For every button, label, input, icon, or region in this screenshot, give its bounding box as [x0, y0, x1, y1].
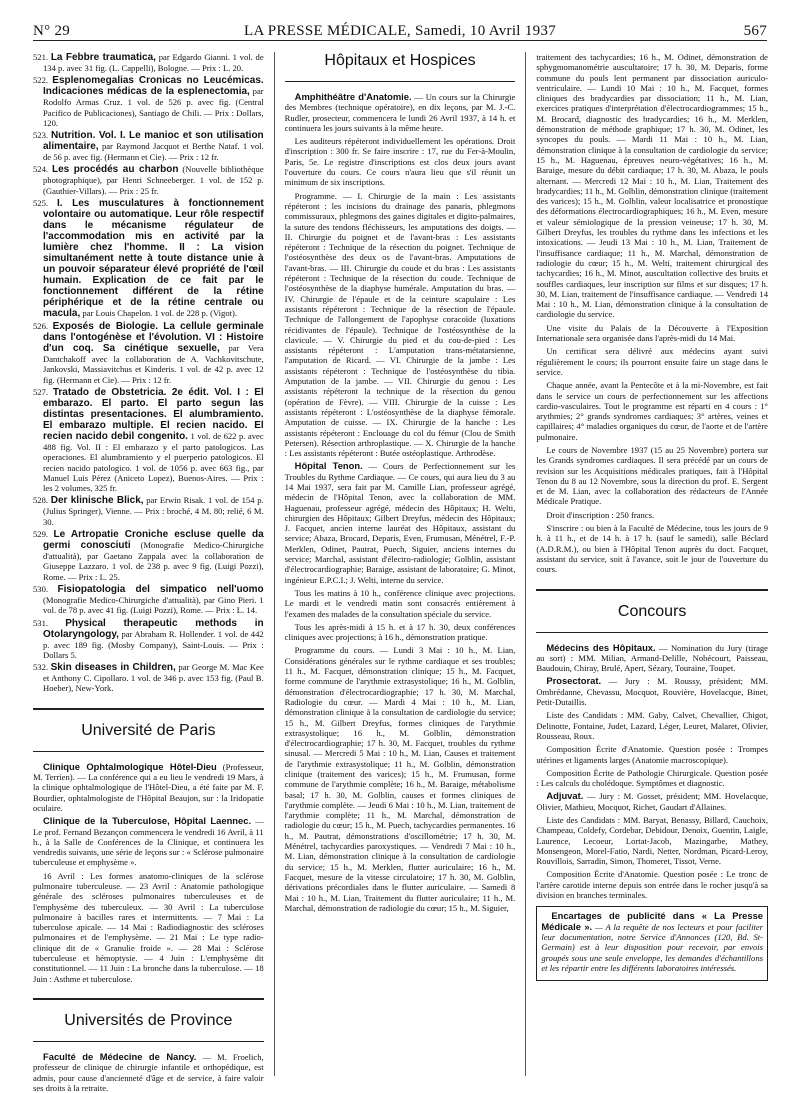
book-reference: 529. Le Artropatie Croniche escluse quelle da germi conosciuti (Monografie Medico-Chirurgiche d'attualità), par Gaetano Zappala avec la collaboration de Giuseppe Lazzaro. 1 vol. de 238 p. avec 9 fig. (Luigi Pozzi), Rome. — Prix : L. 25. [33, 529, 264, 582]
issue-number: N° 29 [33, 23, 71, 39]
paragraph: Faculté de Médecine de Nancy. — M. Froelich, professeur de clinique de chirurgie infantile et orthopédique, est admis, pour cause d'ancienneté d'âge et de service, à faire valoir ses droits à la retraite. [33, 1050, 264, 1093]
paragraph: Clinique Ophtalmologique Hôtel-Dieu (Professeur, M. Terrien). — La conférence qui a eu lieu le vendredi 19 Mars, à la clinique ophtalmologique de l'Hôtel-Dieu, a été faite par M. F. Bourdier, ophtalmologiste de l'Hôpital Beaujon, sur : la Iridopatie oculaire. [33, 760, 264, 813]
paragraph: Tous les matins à 10 h., conférence clinique avec projections. Le mardi et le vendredi matin sont consacrés entièrement à l'examen des malades de la consultation spéciale du service. [284, 587, 516, 619]
book-reference: 527. Tratado de Obstetricia. 2e édit. Vol. I : El embarazo. El parto. El parto segun las distintas presentaciones. El alumbramiento. El embarazo multiple. El recien nacido. El recien nacido debil congenito. 1 vol. de 622 p. avec 488 fig. Vol. II : El embarazo y el parto patologicos. Las operaciones. El alumbramiento y el puerperio patologicos. El recien nacido patologico. 1 vol. de 1056 p. avec 663 fig., par Manuel Luis Pérez (Aniceto Lopez), Buenos-Aires. — Prix : les 2 volumes, 325 fr. [33, 386, 264, 494]
section-header-hopitaux [285, 52, 516, 82]
paragraph: Une visite du Palais de la Découverte à l'Exposition Internationale sera organisée dans l'après-midi du 14 Mai. [536, 322, 768, 344]
section-title: Université de Paris [81, 721, 216, 739]
book-reference: 525. I. Les musculatures à fonctionnement volontaire ou automatique. Leur rôle respectif dans le mécanisme régulateur de l'accommodation mis en activité par la lumière chez l'homme. II : La vision simultanément nette à toute distance unie à un pouvoir séparateur élevé propriété de l'œil humain. Explication de ce fait par le fonctionnement différent de la rétine périphérique et de la rétine centrale ou macula, par Louis Chapelon. 1 vol. de 228 p. (Vigot). [33, 198, 264, 320]
paragraph: Un certificat sera délivré aux médecins ayant suivi régulièrement le cours; ils pourront ensuite faire un stage dans le service. [536, 346, 768, 377]
book-reference: 530. Fisiopatologia del simpatico nell'uomo (Monografie Medico-Chirurgiche d'attualità), par Gino Pieri. 1 vol. de 78 p. avec 41 fig. (Luigi Pozzi), Rome. — Prix : L. 14. [33, 583, 264, 616]
section-header-paris [33, 708, 264, 752]
paragraph: Le cours de Novembre 1937 (15 au 25 Novembre) portera sur les Grands syndromes cardiaques. Il sera précédé par un cours de revision sur les Acquisitions médicales pratiques, fait à l'Hôpital Tenon du 8 au 12 Novembre, sous la direction du prof. E. Sergent et de M. Lian, avec la collaboration des rédacteurs de l'Année Médicale Pratique. [536, 444, 768, 507]
paragraph: Composition Écrite de Pathologie Chirurgicale. Question posée : Les calculs du cholédoque. Symptômes et diagnostic. [536, 767, 768, 789]
book-reference: 528. Der klinische Blick, par Erwin Risak. 1 vol. de 154 p. (Julius Springer), Vienne. — Prix : broché, 4 M. 80; relié, 6 M. 30. [33, 495, 264, 527]
paragraph: traitement des tachycardies; 16 h., M. Odinet, démonstration de sphygmomanométrie auscultatoire; 17 h. 30, M. Deparis, forme commune du pouls lent permanent par dissociation auriculo-ventriculaire. — Lundi 10 Mai : 10 h., M. Facquet, formes cliniques des bradycardies par dissociation; 11 h., M. Lian, exercices pratiques d'interprétation d'électrocardiogrammes; 15 h., M. Brocard, diagnostic des bradycardies; 16 h., M. Merklen, démonstration de méthode graphique; 17 h. 30, M. Odinet, les syncopes du pouls. — Mardi 11 Mai : 10 h., M. Lian, démonstration clinique à la consultation de cardiologie du service; 15 h., M. Haguenau, épreuves neuro-végétatives; 16 h., M. Baraige, mesure du débit cardiaque; 17 h. 30, M. Abaza, le pouls alternant. — Mercredi 12 Mai : 10 h., M. Lian, Traitement des bradycardies; 11 h., M. Golblin, démonstration clinique (traitement des varices); 15 h., M. Golblin, valeur localisatrice et pronostique des déformations électrocardiographiques; 16 h., M. Even, mesure et valeur sémiologique de la pression veineuse; 17 h. 30, M. Gilbert Dreyfus, les troubles du rythme dans les infections et les intoxications. — Jeudi 13 Mai : 10 h., M. Lian, Traitement de l'insuffisance cardiaque; 11 h., M. Marchal, démonstration de radiologie du cœur; 15 h., M. Welti, traitement chirurgical des tachycardies; 16 h., M. Minot, auscultation collective des bruits et souffles cardiaques, leur inscription sur films et sur disques; 17 h. 30, M. Lian, traitement de l'insuffisance cardiaque. — Vendredi 14 Mai : 10 h., M. Lian, démonstration clinique à la consultation de cardiologie du service. [536, 52, 768, 320]
book-reference: 532. Skin diseases in Children, par George M. Mac Kee et Anthony C. Cipollaro. 1 vol. de 346 p. avec 153 fig. (Paul B. Hoeber), New-York. [33, 662, 264, 694]
paragraph: Chaque année, avant la Pentecôte et à la mi-Novembre, est fait dans le service un cours de perfectionnement sur les affections cardio-vasculaires. Tout le programme est réparti en 4 cours : 1° arythmies; 2° grands syndromes cardiaques; 3° artères, veines et capillaires; 4° maladies organiques du cœur, de l'aorte et de l'artère pulmonaire. [536, 380, 768, 442]
paragraph: S'inscrire : ou bien à la Faculté de Médecine, tous les jours de 9 h. à 11 h., et de 14 h. à 17 h. (sauf le samedi), salle Béclard (A.D.R.M.), ou bien à l'Hôpital Tenon auprès du doct. Facquet, assistant du service, soit à l'avance, soit le jour de l'ouverture du cours. [536, 523, 768, 575]
column-right [526, 52, 768, 1076]
paragraph: Liste des Candidats : MM. Gaby, Calvet, Chevallier, Chigot, Delinotte, Fontaine, Judet, Lazard, Léger, Leuret, Malaret, Olivier, Rousseau, Roux. [536, 710, 768, 741]
paragraph: Clinique de la Tuberculose, Hôpital Laennec. — Le prof. Fernand Bezançon commencera le vendredi 16 Avril, à 11 h., à la Salle de Conférences de la Clinique, et continuera les vendredis suivants, une série de leçons sur : « Sclérose pulmonaire tuberculeuse et emphysème ». [33, 815, 264, 868]
paragraph: Liste des Candidats : MM. Baryat, Benassy, Billard, Cauchoix, Champeau, Coldefy, Cordebar, Debidour, Denoix, Guentin, Laigle, Laurence, Lecoeur, Lortat-Jacob, Mazingarbe, Mathey, Monsengeon, Morel-Fatio, Nardi, Netter, Nordman, Picard-Leroy, Rouvillois, Sarradin, Simon, Thomeret, Tissot, Verne. [536, 815, 768, 867]
paragraph: Composition Écrite d'Anatomie. Question posée : Le tronc de l'artère carotide interne depuis son entrée dans le rocher jusqu'à sa division en branches terminales. [536, 869, 768, 901]
column-left [33, 52, 274, 1093]
paragraph: Adjuvat. — Jury : M. Gosset, président; MM. Hovelacque, Olivier, Mathieu, Mocquot, Richet, Gaudart d'Allaines. [536, 790, 768, 812]
book-reference: 531. Physical therapeutic methods in Otolaryngology, par Abraham R. Hollender. 1 vol. de 442 p. avec 189 fig. (Mosby Company), Saint-Louis. — Prix : Dollars 5. [33, 617, 264, 660]
paragraph: Médecins des Hôpitaux. — Nomination du Jury (tirage au sort) : MM. Milian, Armand-Delille, Nobécourt, Paisseau, Baudouin, Chiray, Brulé, Apert, Sézary, Touraine, Toupet. [536, 641, 768, 674]
book-reference: 523. Nutrition. Vol. I. Le manioc et son utilisation alimentaire, par Raymond Jacquot et Berthe Nataf. 1 vol. de 56 p. avec fig. (Hermann et Cie). — Prix : 12 fr. [33, 130, 264, 163]
column-middle [274, 52, 527, 1076]
section-header-province [33, 998, 264, 1042]
advertising-notice-box [536, 906, 768, 981]
section-title: Universités de Province [64, 1011, 233, 1029]
paragraph: Amphithéâtre d'Anatomie. — Un cours sur la Chirurgie des Membres (technique opératoire), en dix leçons, par M. J.-C. Rudler, prosecteur, commencera le lundi 26 Avril 1937, à 14 h. et continuera les jours suivants à la même heure. [284, 91, 516, 133]
book-reference: 524. Les procédés au charbon (Nouvelle bibliothèque photographique), par Henri Schneeberger. 1 vol. de 152 p. (Gauthier-Villars). — Prix : 25 fr. [33, 164, 264, 196]
paragraph: Programme. — I. Chirurgie de la main : Les assistants répéteront : les incisions du drainage des panaris, phlegmons commissuraux, phlegmons des gaines digitales et digito-palmaires, la suture des tendons fléchisseurs, les amputations des doigts. — II. Chirurgie du poignet et de l'avant-bras : Les assistants répéteront : Technique de la résection du poignet. Technique de l'ostéosynthèse des deux os de l'avant-bras. Amputations de l'avant-bras. — III. Chirurgie du coude et du bras : Les assistants répéteront : Technique de la résection du coude. Technique de l'ostéosynthèse de la diaphyse humérale. Amputation du bras. — IV. Chirurgie de l'épaule et de la ceinture scapulaire : Les assistants répéteront : Technique de la résection de l'épaule. Technique de l'allongement de l'apophyse coracoïde (luxations récidivantes de l'épaule). Technique de l'ostéosynthèse de la clavicule. — V. Chirurgie du pied et du cou-de-pied : Les assistants répéteront : L'amputation trans-métatarsienne, l'amputation de Ricard. — VI. Chirurgie de la jambe : Les assistants répéteront : Technique de l'ostéosynthèse du tibia. Amputation de la jambe. — VII. Chirurgie du genou : Les assistants répéteront la technique de la résection du genou (opération de Fèvre). — VIII. Chirurgie de la cuisse : Les assistants répéteront : L'ostéosynthèse de la diaphyse fémorale. Amputation de cuisse. — IX. Chirurgie de la hanche : Les assistants répéteront : Enclouage du col du fémur (Clou de Smith Petersen). Résection arthroplastique. — X. Chirurgie de la hanche : Les assistants répéteront : Butée ostéoplastique. Arthrodèse. [284, 190, 516, 459]
paragraph: Tous les après-midi à 15 h. et à 17 h. 30, deux conférences cliniques avec projections; à 16 h., démonstration pratique. [284, 621, 516, 643]
paragraph: Composition Écrite d'Anatomie. Question posée : Trompes utérines et ligaments larges (Anatomie macroscopique). [536, 744, 768, 765]
paragraph: Programme du cours. — Lundi 3 Mai : 10 h., M. Lian, Considérations générales sur le rythme cardiaque et ses troubles; 11 h., M. Facquet, démonstration clinique; 15 h., M. Facquet, forme commune de l'arythmie extrasystolique; 16 h., M. Golblin, démonstration d'électrocardiographie; 17 h. 30, M. Marchal, Radiologie du cœur. — Mardi 4 Mai : 10 h., M. Lian, démonstration clinique à la consultation de cardiologie du service; 15 h., M. Gilbert Dreyfus, formes cliniques de l'arythmie extrasystolique; 16 h., M. Golblin, démonstration d'électrocardiographie; 17 h. 30, M. Facquet, troubles du rythme sinusal. — Mercredi 5 Mai : 10 h., M. Lian, Causes et traitement de l'arythmie extrasystolique; 11 h., M. Golblin, démonstration clinique (traitement des varices); 15 h., M. Frumusan, forme commune de l'arythmie complète; 16 h., M. Baraige, métabolisme basal; 17 h. 30, M. Golblin, causes et formes cliniques de l'arythmie complète. — Jeudi 6 Mai : 10 h., M. Lian, traitement de l'arythmie complète; 11 h., M. Marchal, démonstration de radiologie du cœur; 15 h., M. Puech, tachycardies permanentes. 16 h., M. Pautrat, démonstrations d'oscillométrie; 17 h. 30, M. Ménétrel, tachycardies paroxystiques. — Vendredi 7 Mai : 10 h., M. Lian, démonstration clinique à la consultation de cardiologie du service; 15 h., M. Merklen, flutter auriculaire; 16 h., M. Facquet, mesure de la vitesse circulatoire; 17 h. 30, M. Golblin, dérivations précordiales dans le flutter auriculaire. — Samedi 8 Mai : 10 h., M. Lian, Traitement du flutter auriculaire; 11 h., M. Marchal, démonstration de radiologie du cœur; 15 h., M. Siguier, [284, 645, 516, 913]
paragraph: Encartages de publicité dans « La Presse Médicale ». — A la requête de nos lecteurs et pour faciliter leur documentation, notre Service d'Annonces (120, Bd. St-Germain) est à leur disposition pour recevoir, par envois groupés sous une seule enveloppe, les demandes d'échantillons et les répartir entre les différents laboratoires intéressés. [541, 910, 764, 973]
paragraph: 16 Avril : Les formes anatomo-cliniques de la sclérose pulmonaire tuberculeuse. — 23 Avril : Anatomie pathologique générale des scléroses pulmonaires tuberculeuses et de l'emphysème des tuberculeux. — 30 Avril : La tuberculose pulmonaire à bacilles rares et intermittents. — 7 Mai : La tuberculose apicale. — 14 Mai : Radiodiagnostic des scléroses pulmonaires et de l'emphysème. — 21 Mai : Le type radio-clinique dit de « Granulie froide ». — 28 Mai : Sclérose tuberculeuse et hémoptysie. — 4 Juin : L'emphysème dit constitutionnel. — 11 Juin : La bronche dans la tuberculose. — 18 Juin : Asthme et tuberculose. [33, 870, 264, 984]
page-number: 567 [743, 23, 767, 39]
paragraph: Les auditeurs répéteront individuellement les opérations. Droit d'inscription : 300 fr. Se faire inscrire : 17, rue du Fer-à-Moulin, Paris, 5e. Le registre d'inscriptions est clos deux jours avant l'ouverture du cours. Ce cours n'aura lieu que s'il réunit un minimum de six inscriptions. [284, 136, 516, 188]
paragraph: Prosectorat. — Jury : M. Roussy, président; MM. Ombrédanne, Chevassu, Mocquot, Rouvière, Hovelacque, Binet, Petit-Dutaillis. [536, 675, 768, 708]
paragraph: Droit d'inscription : 250 francs. [546, 509, 655, 520]
book-list [33, 52, 264, 694]
page-header [33, 14, 767, 41]
section-title: Hôpitaux et Hospices [324, 52, 476, 69]
paragraph: Hôpital Tenon. — Cours de Perfectionnement sur les Troubles du Rythme Cardiaque. — Ce cours, qui aura lieu du 3 au 14 Mai 1937, sera fait par M. Camille Lian, professeur agrégé, médecin de l'Hôpital Tenon, avec la collaboration de MM. Haguenau, professeur agrégé, médecin des Hôpitaux; H. Welti, chirurgien des Hôpitaux; Gilbert Dreyfus, médecin des Hôpitaux; J. Facquet, ancien interne lauréat des Hôpitaux, assistant du service; Abaza, Brocard, Deparis, Even, Frumusan, Ménétrel, F.-P. Merklen, Odinet, Pautrat, Puech, Siguier, anciens internes du service; Marchal, assistant d'électro-radiologie; Golblin, assistant d'électrocardiographie; Baraige, assistant de laboratoire; G. Minot, ingénieur E.P.C.I.; J. Welti, interne du service. [284, 460, 516, 585]
book-reference: 522. Esplenomegalias Cronicas no Leucémicas. Indicaciones médicas de la esplenectomia, par Rodolfo Armas Cruz. 1 vol. de 526 p. avec fig. (Central Pacifico de Publicaciones), Santiago de Chili. — Prix : Dollars, 120. [33, 75, 264, 128]
publication-title: LA PRESSE MÉDICALE, Samedi, 10 Avril 1937 [243, 23, 557, 39]
book-reference: 526. Exposés de Biologie. La cellule germinale dans l'ontogénèse et l'évolution. VI : Histoire d'un coq. Sa cinétique sexuelle, par Vera Dantchakoff avec la collaboration de A. Vachkovitschute, Jankovski, Massiavitchus et Kinderis. 1 vol. de 42 p. avec 12 fig. (Hermann et Cie). — Prix : 12 fr. [33, 321, 264, 385]
section-title: Concours [617, 602, 687, 620]
book-reference: 521. La Febbre traumatica, par Edgardo Gianni. 1 vol. de 134 p. avec 31 fig. (L. Cappelli), Bologne. — Prix : L. 20. [33, 52, 264, 73]
section-header-concours [536, 589, 768, 633]
